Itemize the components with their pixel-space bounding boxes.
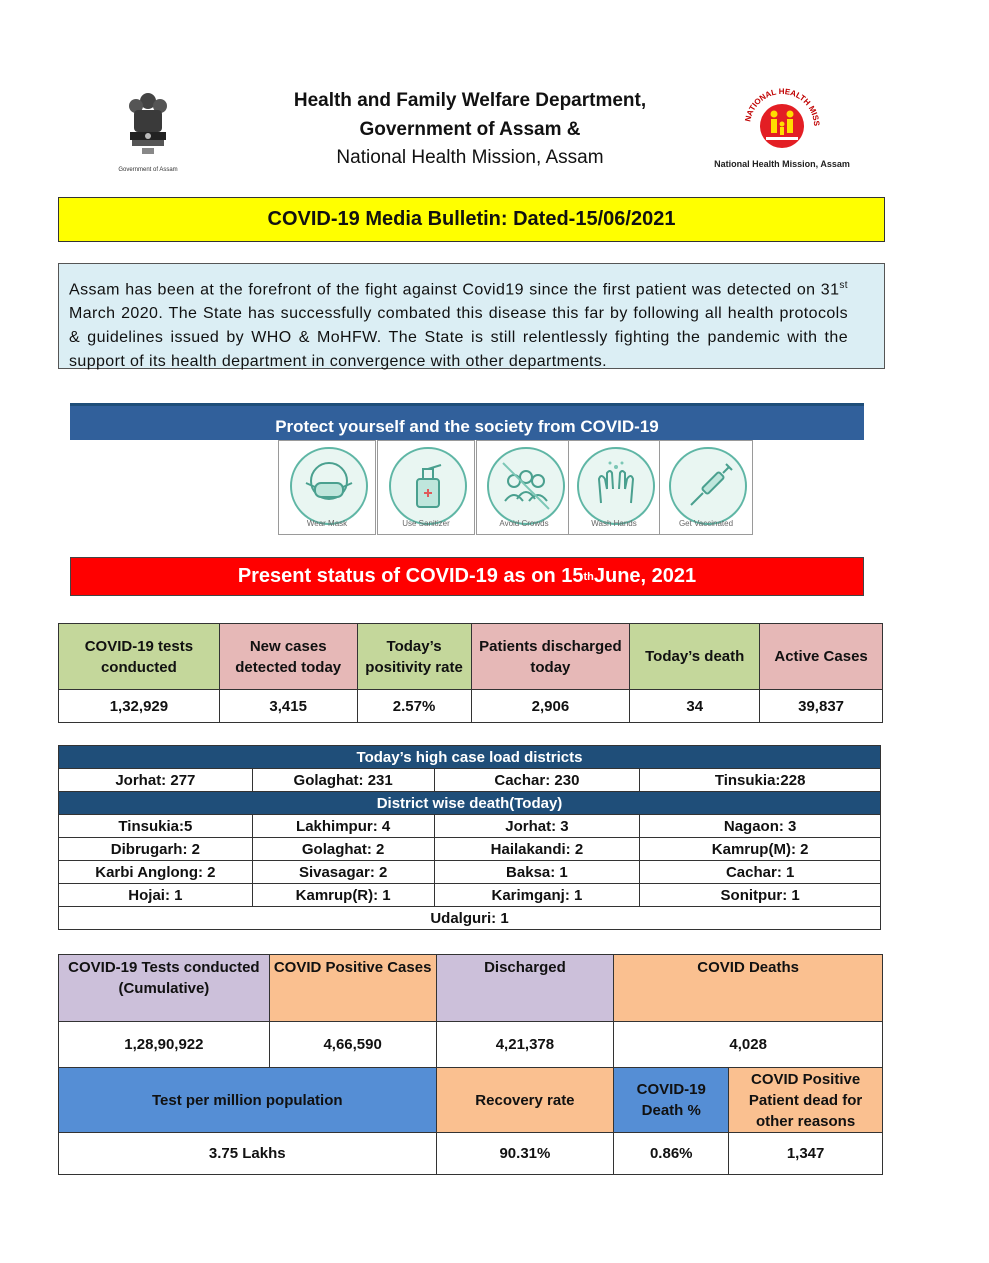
header-test-per-million: Test per million population	[59, 1068, 437, 1133]
table-row	[59, 1133, 883, 1175]
value-discharged-today: 2,906	[471, 690, 630, 723]
header-tests-conducted: COVID-19 tests conducted	[59, 624, 220, 690]
district-death: Tinsukia:5	[59, 815, 253, 838]
status-part1: Present status of COVID-19 as on 15	[237, 565, 584, 587]
high-load-district: Golaghat: 231	[252, 769, 434, 792]
wash-hands-icon	[579, 449, 653, 523]
value-active-cases: 39,837	[760, 690, 883, 723]
nhm-ring-text: NATIONAL HEALTH MISS	[743, 86, 822, 127]
tile-avoid-crowds	[476, 440, 572, 535]
header-active-cases: Active Cases	[760, 624, 883, 690]
tile-label: Use Sanitizer	[402, 519, 450, 528]
header-death-percent: COVID-19 Death %	[614, 1068, 729, 1133]
tile-get-vaccinated	[659, 440, 753, 535]
table-row	[59, 838, 881, 861]
table-header-row	[59, 955, 883, 1022]
header-covid-deaths: COVID Deaths	[614, 955, 883, 1022]
district-death: Cachar: 1	[640, 861, 881, 884]
tile-label: Avoid Crowds	[499, 519, 549, 528]
value-discharged: 4,21,378	[436, 1022, 614, 1068]
ashoka-emblem-icon	[112, 88, 184, 160]
table-row	[59, 1022, 883, 1068]
district-death: Hojai: 1	[59, 884, 253, 907]
header-cumulative-tests: COVID-19 Tests conducted (Cumulative)	[59, 955, 270, 1022]
crowd-icon	[489, 449, 563, 523]
high-load-district: Jorhat: 277	[59, 769, 253, 792]
value-cumulative-tests: 1,28,90,922	[59, 1022, 270, 1068]
sanitizer-icon	[391, 449, 465, 523]
district-death: Nagaon: 3	[640, 815, 881, 838]
status-part2: June, 2021	[593, 565, 697, 587]
table-row	[59, 769, 881, 792]
value-positivity-rate: 2.57%	[357, 690, 471, 723]
district-death: Baksa: 1	[434, 861, 640, 884]
district-death: Kamrup(M): 2	[640, 838, 881, 861]
header-government: Government of Assam &	[359, 119, 581, 140]
bulletin-title: COVID-19 Media Bulletin: Dated-15/06/2021	[58, 197, 885, 242]
tile-label: Wash Hands	[591, 519, 637, 528]
table-row	[59, 884, 881, 907]
header-discharged-today: Patients discharged today	[471, 624, 630, 690]
header-recovery-rate: Recovery rate	[436, 1068, 614, 1133]
table-row	[59, 861, 881, 884]
table-row	[59, 907, 881, 930]
intro-paragraph	[58, 263, 885, 369]
tile-label: Wear Mask	[306, 519, 348, 528]
nhm-logo	[712, 82, 852, 169]
header-other-reasons: COVID Positive Patient dead for other reasons	[729, 1068, 883, 1133]
districts-table	[58, 745, 881, 930]
header-todays-death: Today’s death	[630, 624, 760, 690]
header-new-cases: New cases detected today	[219, 624, 357, 690]
high-load-title-row	[59, 746, 881, 769]
high-load-district: Tinsukia:228	[640, 769, 881, 792]
value-todays-death: 34	[630, 690, 760, 723]
tile-wear-mask	[278, 440, 376, 535]
intro-sup: st	[839, 280, 848, 291]
value-test-per-million: 3.75 Lakhs	[59, 1133, 437, 1175]
value-covid-deaths: 4,028	[614, 1022, 883, 1068]
district-death: Karimganj: 1	[434, 884, 640, 907]
value-positive-cases: 4,66,590	[269, 1022, 436, 1068]
header-positivity-rate: Today’s positivity rate	[357, 624, 471, 690]
status-sup: th	[583, 570, 594, 583]
header-department: Health and Family Welfare Department,	[293, 90, 647, 111]
state-emblem	[112, 88, 184, 174]
district-death: Dibrugarh: 2	[59, 838, 253, 861]
value-new-cases: 3,415	[219, 690, 357, 723]
district-death: Jorhat: 3	[434, 815, 640, 838]
syringe-icon	[671, 449, 745, 523]
cumulative-table	[58, 954, 883, 1175]
emblem-caption: Government of Assam	[118, 167, 178, 173]
tile-label: Get Vaccinated	[678, 519, 734, 528]
value-death-percent: 0.86%	[614, 1133, 729, 1175]
tile-use-sanitizer	[377, 440, 475, 535]
district-death: Golaghat: 2	[252, 838, 434, 861]
district-death: Hailakandi: 2	[434, 838, 640, 861]
district-death: Lakhimpur: 4	[252, 815, 434, 838]
district-death: Sivasagar: 2	[252, 861, 434, 884]
intro-text-part2: March 2020. The State has successfully combated this disease this far by following all health protocols & guidelines issued by WHO & MoHFW. The State is still relentlessly fighting the pandemic with the support of its health department in convergence with other departments.	[69, 305, 848, 371]
mask-icon	[292, 449, 366, 523]
table-header-row	[59, 1068, 883, 1133]
district-death: Udalguri: 1	[59, 907, 881, 930]
header-positive-cases: COVID Positive Cases	[269, 955, 436, 1022]
header-nhm: National Health Mission, Assam	[336, 147, 604, 168]
tile-wash-hands	[568, 440, 660, 535]
present-status-banner	[70, 557, 864, 596]
nhm-caption: National Health Mission, Assam	[714, 159, 850, 169]
intro-text-part1: Assam has been at the forefront of the fight against Covid19 since the first patient was detected on 31	[69, 281, 840, 299]
table-row	[59, 690, 883, 723]
header-discharged: Discharged	[436, 955, 614, 1022]
high-load-district: Cachar: 230	[434, 769, 640, 792]
daily-summary-table	[58, 623, 883, 723]
value-recovery-rate: 90.31%	[436, 1133, 614, 1175]
table-header-row	[59, 624, 883, 690]
death-title-row	[59, 792, 881, 815]
nhm-family-icon	[712, 82, 852, 152]
district-death: Sonitpur: 1	[640, 884, 881, 907]
value-tests-conducted: 1,32,929	[59, 690, 220, 723]
district-death: Kamrup(R): 1	[252, 884, 434, 907]
district-death-title: District wise death(Today)	[59, 792, 881, 815]
value-other-reasons: 1,347	[729, 1133, 883, 1175]
table-row	[59, 815, 881, 838]
protect-banner: Protect yourself and the society from COVID-19	[70, 403, 864, 440]
high-load-title: Today’s high case load districts	[59, 746, 881, 769]
district-death: Karbi Anglong: 2	[59, 861, 253, 884]
